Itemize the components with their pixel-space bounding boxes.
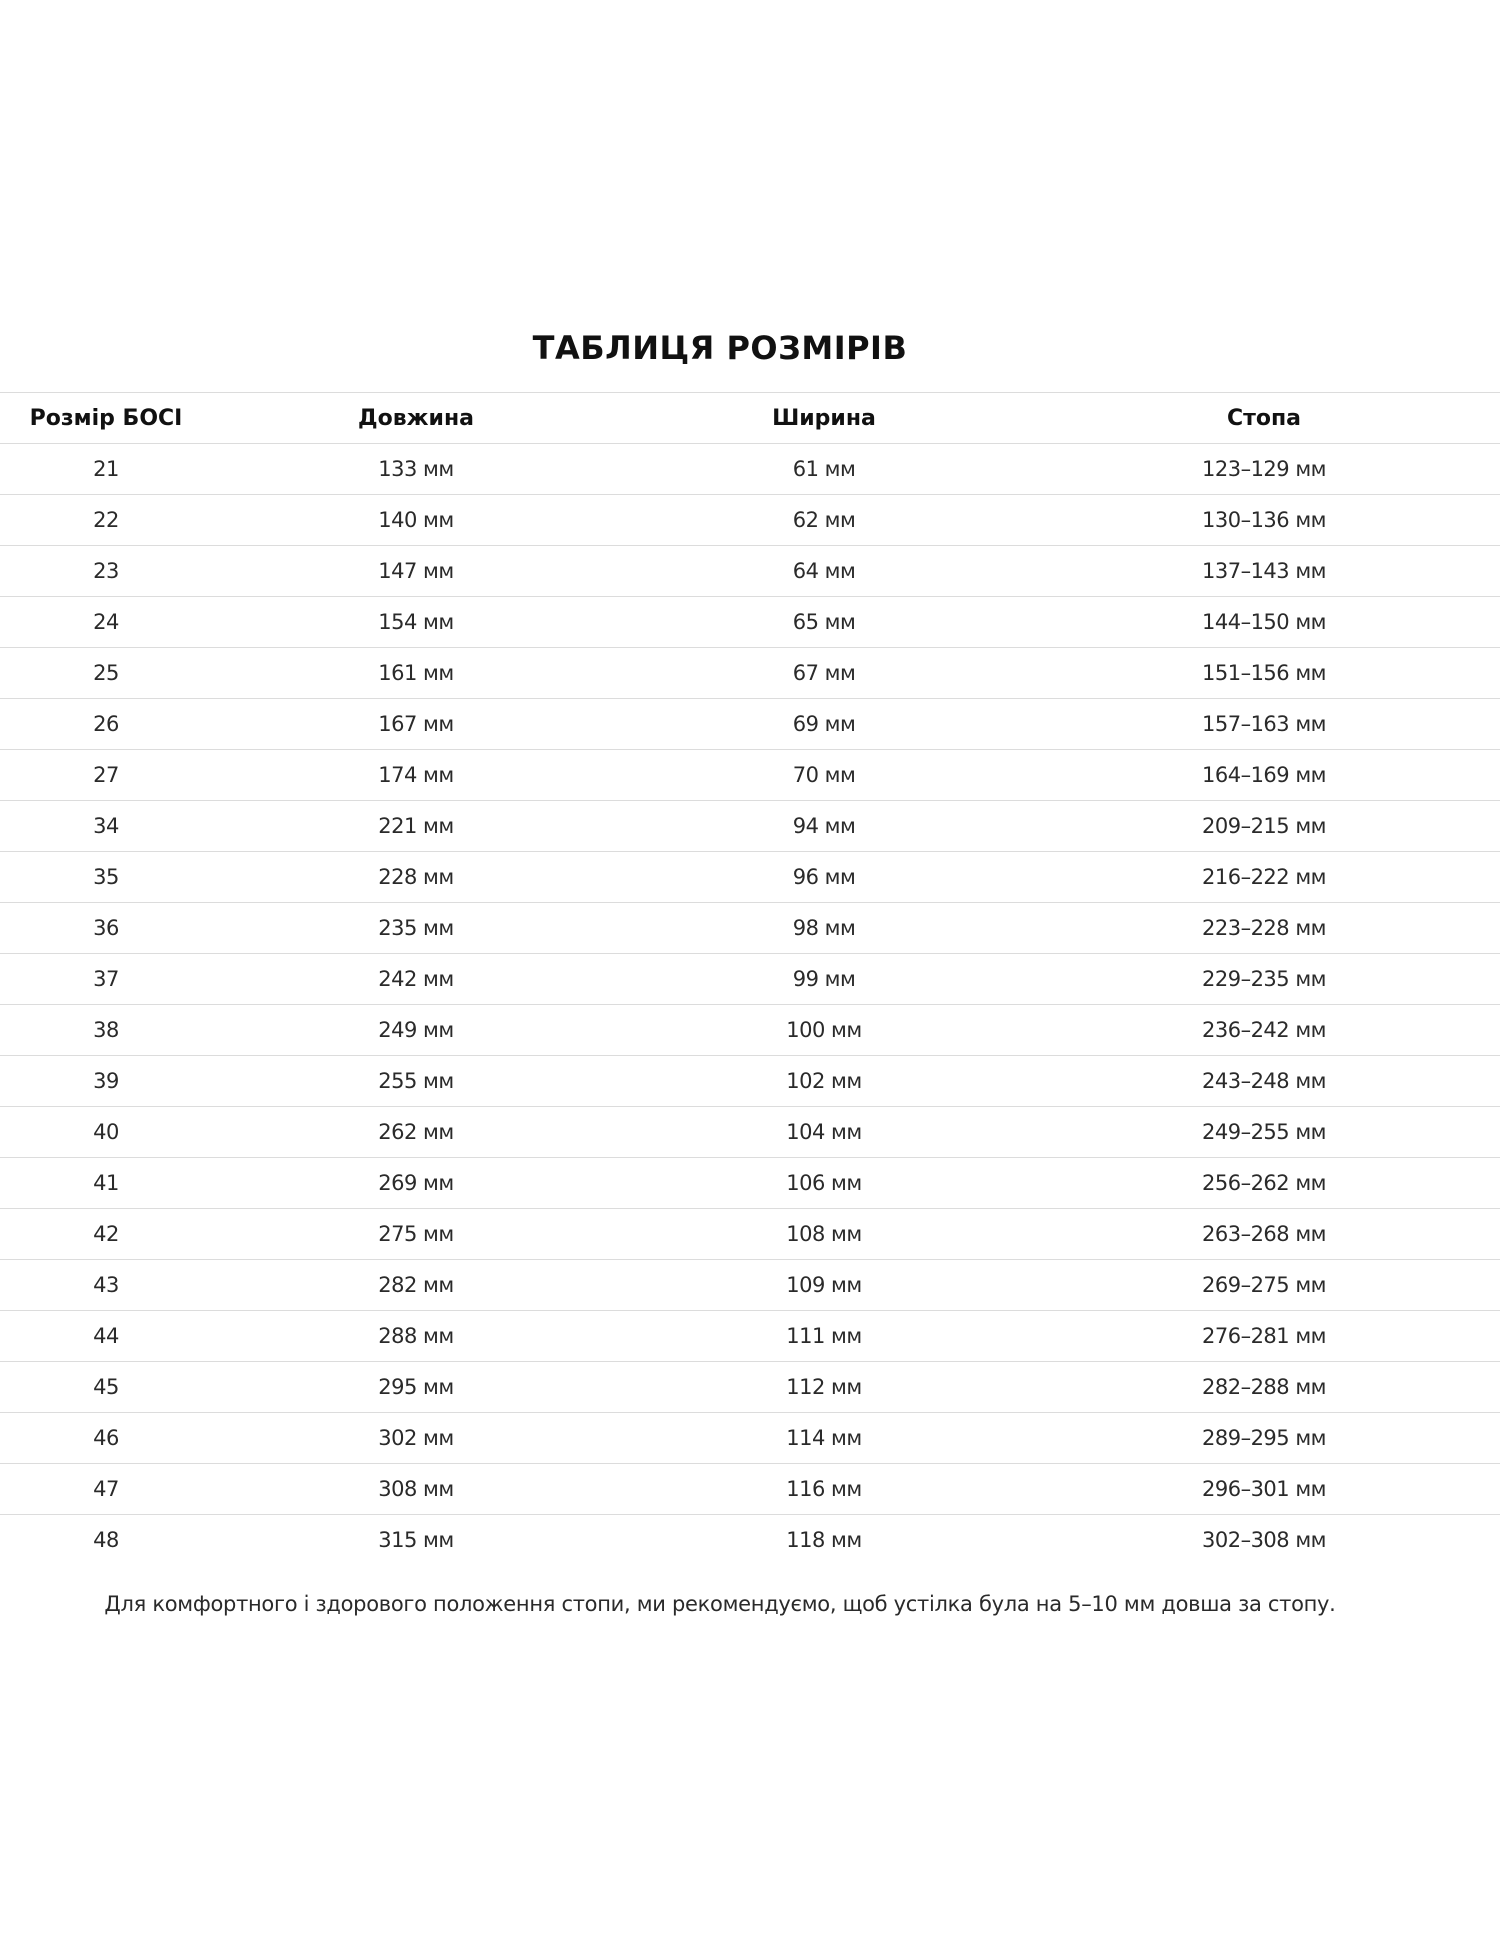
cell-width: 104 мм xyxy=(620,1107,1028,1158)
table-row xyxy=(0,852,1500,903)
cell-foot: 276–281 мм xyxy=(1028,1311,1500,1362)
cell-size: 46 xyxy=(0,1413,212,1464)
cell-width: 62 мм xyxy=(620,495,1028,546)
cell-length: 133 мм xyxy=(212,444,620,495)
cell-width: 114 мм xyxy=(620,1413,1028,1464)
cell-length: 288 мм xyxy=(212,1311,620,1362)
cell-foot: 223–228 мм xyxy=(1028,903,1500,954)
table-row xyxy=(0,1107,1500,1158)
page-title: ТАБЛИЦЯ РОЗМІРІВ xyxy=(532,329,908,367)
cell-foot: 209–215 мм xyxy=(1028,801,1500,852)
cell-size: 40 xyxy=(0,1107,212,1158)
cell-length: 302 мм xyxy=(212,1413,620,1464)
cell-size: 27 xyxy=(0,750,212,801)
table-row xyxy=(0,1260,1500,1311)
cell-length: 269 мм xyxy=(212,1158,620,1209)
cell-foot: 263–268 мм xyxy=(1028,1209,1500,1260)
cell-size: 24 xyxy=(0,597,212,648)
table-row xyxy=(0,903,1500,954)
table-row xyxy=(0,495,1500,546)
table-row xyxy=(0,1311,1500,1362)
cell-size: 34 xyxy=(0,801,212,852)
cell-length: 147 мм xyxy=(212,546,620,597)
table-row xyxy=(0,801,1500,852)
cell-width: 64 мм xyxy=(620,546,1028,597)
cell-width: 69 мм xyxy=(620,699,1028,750)
table-row xyxy=(0,597,1500,648)
cell-size: 23 xyxy=(0,546,212,597)
cell-size: 41 xyxy=(0,1158,212,1209)
cell-foot: 123–129 мм xyxy=(1028,444,1500,495)
cell-width: 99 мм xyxy=(620,954,1028,1005)
cell-length: 249 мм xyxy=(212,1005,620,1056)
cell-width: 98 мм xyxy=(620,903,1028,954)
column-header-length: Довжина xyxy=(212,393,620,444)
table-row xyxy=(0,1056,1500,1107)
cell-width: 111 мм xyxy=(620,1311,1028,1362)
cell-width: 65 мм xyxy=(620,597,1028,648)
cell-length: 275 мм xyxy=(212,1209,620,1260)
recommendation-note: Для комфортного і здорового положення стопи, ми рекомендуємо, щоб устілка була на 5–10 мм довша за стопу. xyxy=(104,1592,1336,1616)
cell-size: 47 xyxy=(0,1464,212,1515)
table-row xyxy=(0,1464,1500,1515)
cell-foot: 151–156 мм xyxy=(1028,648,1500,699)
cell-length: 140 мм xyxy=(212,495,620,546)
cell-width: 116 мм xyxy=(620,1464,1028,1515)
table-row xyxy=(0,444,1500,495)
table-row xyxy=(0,1209,1500,1260)
cell-width: 102 мм xyxy=(620,1056,1028,1107)
cell-length: 235 мм xyxy=(212,903,620,954)
table-row xyxy=(0,648,1500,699)
cell-size: 48 xyxy=(0,1515,212,1566)
table-row xyxy=(0,1515,1500,1566)
cell-size: 39 xyxy=(0,1056,212,1107)
cell-width: 70 мм xyxy=(620,750,1028,801)
cell-size: 43 xyxy=(0,1260,212,1311)
cell-width: 94 мм xyxy=(620,801,1028,852)
cell-foot: 296–301 мм xyxy=(1028,1464,1500,1515)
cell-foot: 164–169 мм xyxy=(1028,750,1500,801)
cell-width: 112 мм xyxy=(620,1362,1028,1413)
column-header-size: Розмір БОСІ xyxy=(0,393,212,444)
cell-foot: 249–255 мм xyxy=(1028,1107,1500,1158)
table-row xyxy=(0,1413,1500,1464)
table-body xyxy=(0,444,1500,1566)
cell-foot: 302–308 мм xyxy=(1028,1515,1500,1566)
cell-length: 174 мм xyxy=(212,750,620,801)
cell-size: 45 xyxy=(0,1362,212,1413)
cell-length: 315 мм xyxy=(212,1515,620,1566)
table-row xyxy=(0,954,1500,1005)
table-row xyxy=(0,1005,1500,1056)
cell-length: 221 мм xyxy=(212,801,620,852)
cell-foot: 137–143 мм xyxy=(1028,546,1500,597)
cell-foot: 282–288 мм xyxy=(1028,1362,1500,1413)
cell-foot: 269–275 мм xyxy=(1028,1260,1500,1311)
cell-length: 262 мм xyxy=(212,1107,620,1158)
cell-length: 295 мм xyxy=(212,1362,620,1413)
cell-length: 242 мм xyxy=(212,954,620,1005)
cell-foot: 144–150 мм xyxy=(1028,597,1500,648)
cell-width: 108 мм xyxy=(620,1209,1028,1260)
cell-length: 161 мм xyxy=(212,648,620,699)
cell-length: 308 мм xyxy=(212,1464,620,1515)
cell-foot: 243–248 мм xyxy=(1028,1056,1500,1107)
table-row xyxy=(0,1158,1500,1209)
size-table xyxy=(0,392,1500,1565)
cell-size: 35 xyxy=(0,852,212,903)
cell-size: 36 xyxy=(0,903,212,954)
table-header-row xyxy=(0,393,1500,444)
cell-width: 109 мм xyxy=(620,1260,1028,1311)
column-header-foot: Стопа xyxy=(1028,393,1500,444)
cell-foot: 289–295 мм xyxy=(1028,1413,1500,1464)
cell-size: 21 xyxy=(0,444,212,495)
cell-width: 61 мм xyxy=(620,444,1028,495)
cell-size: 38 xyxy=(0,1005,212,1056)
table-row xyxy=(0,750,1500,801)
cell-width: 67 мм xyxy=(620,648,1028,699)
cell-width: 100 мм xyxy=(620,1005,1028,1056)
cell-size: 26 xyxy=(0,699,212,750)
cell-foot: 216–222 мм xyxy=(1028,852,1500,903)
column-header-width: Ширина xyxy=(620,393,1028,444)
cell-foot: 130–136 мм xyxy=(1028,495,1500,546)
table-row xyxy=(0,1362,1500,1413)
cell-size: 22 xyxy=(0,495,212,546)
cell-foot: 256–262 мм xyxy=(1028,1158,1500,1209)
cell-width: 96 мм xyxy=(620,852,1028,903)
cell-size: 37 xyxy=(0,954,212,1005)
table-row xyxy=(0,546,1500,597)
cell-size: 42 xyxy=(0,1209,212,1260)
cell-size: 44 xyxy=(0,1311,212,1362)
cell-length: 255 мм xyxy=(212,1056,620,1107)
cell-foot: 236–242 мм xyxy=(1028,1005,1500,1056)
cell-size: 25 xyxy=(0,648,212,699)
table-row xyxy=(0,699,1500,750)
cell-foot: 157–163 мм xyxy=(1028,699,1500,750)
cell-length: 154 мм xyxy=(212,597,620,648)
cell-width: 118 мм xyxy=(620,1515,1028,1566)
cell-length: 228 мм xyxy=(212,852,620,903)
cell-length: 282 мм xyxy=(212,1260,620,1311)
cell-width: 106 мм xyxy=(620,1158,1028,1209)
cell-length: 167 мм xyxy=(212,699,620,750)
table-header xyxy=(0,393,1500,444)
cell-foot: 229–235 мм xyxy=(1028,954,1500,1005)
